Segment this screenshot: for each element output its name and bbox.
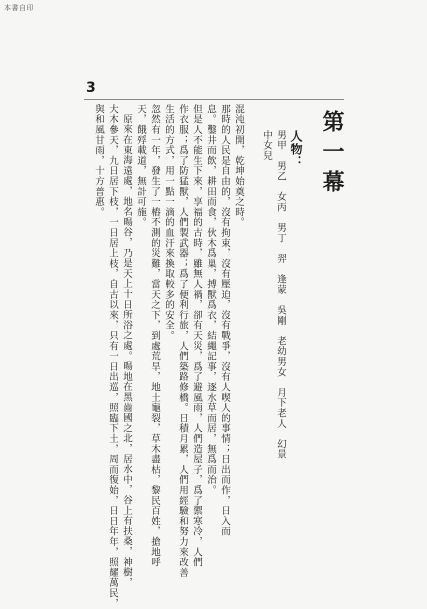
- vertical-text-block: [92, 100, 345, 609]
- cast-list: 男甲 男乙 女丙 男丁 羿 逢蒙 吳剛 老幼男女 月下老人 幻景: [275, 130, 286, 460]
- paragraph-line: 作衣服；爲了防猛獸，人們製武器；爲了便利行旅，人們築路修橋。日積月累，人們用經驗和努力來改善: [177, 104, 188, 578]
- paragraph-line: 忽然有一年，發生了一樁不測的災難，當天之下，到處荒旱，地土龜裂，草木盡枯，黎民百姓，搶地呼: [149, 104, 160, 568]
- cast-label: 人物：: [289, 130, 303, 169]
- paragraph-line: 那時的人民是自由的，沒有拘束，沒有壓迫，沒有戰爭，沒有人喫人的事情；日出而作，日入而: [219, 104, 230, 537]
- spacer: [246, 100, 258, 570]
- paragraph-line: 大木參天，九日居下枝，一日居上枝，自古以來，只有一日出巡，照臨下土，周而復始，日日年年，照耀萬民，: [107, 104, 118, 609]
- paragraph-line: 原來在東海遠處，地名暘谷，乃是天上十日所浴之處。暘地在黑齒國之北，居水中，谷上有扶桑，神樹，: [121, 114, 132, 588]
- paragraph-line: 但是人不能生下來，享福的古時，雖無人禍，卻有天災，爲了避風雨，人們造屋子，爲了禦寒冷，人們: [191, 104, 202, 568]
- cast-list-continued: 中女兒: [261, 130, 272, 161]
- paragraph-line: 天，餓殍載道，無計可施。: [135, 104, 146, 228]
- paragraph-line: 混沌初開，乾坤始奠之時。: [233, 104, 244, 228]
- act-title: 第一幕: [319, 110, 345, 200]
- paragraph-line: 與和風甘雨，十方普惠。: [93, 104, 104, 218]
- page-number: 3: [86, 80, 96, 96]
- paragraph-line: 生活的方式，用一點一滴的血汗來換取較多的安全。: [163, 104, 174, 341]
- library-stamp: 本書自印: [4, 4, 34, 12]
- paragraph-line: 息。鑿井而飲，耕田而食，伙木爲巢，搏獸爲衣，結繩記事，逐水草而居，無爲而治。: [205, 104, 216, 496]
